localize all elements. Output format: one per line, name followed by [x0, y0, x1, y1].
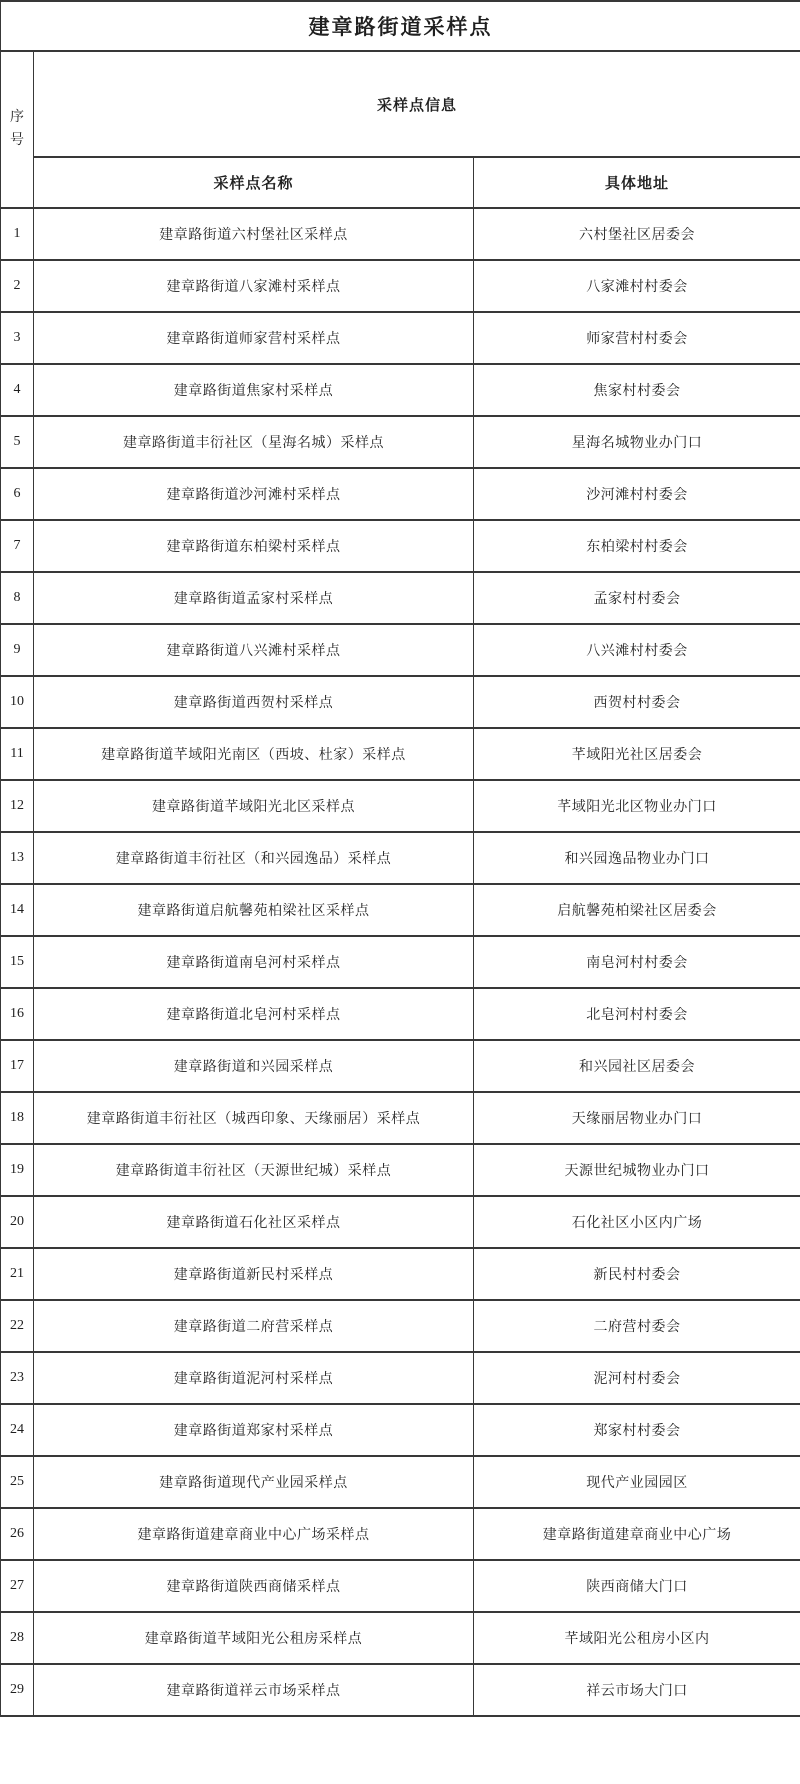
sampling-point-address-cell: 星海名城物业办门口 — [474, 416, 800, 468]
table-row — [1, 832, 800, 884]
sampling-point-address-cell: 新民村村委会 — [474, 1248, 800, 1300]
sampling-point-name-cell: 建章路街道新民村采样点 — [34, 1248, 474, 1300]
row-number-cell: 21 — [1, 1248, 34, 1300]
sampling-point-name-cell: 建章路街道师家营村采样点 — [34, 312, 474, 364]
sampling-point-address-cell: 师家营村村委会 — [474, 312, 800, 364]
table-subheader-row — [1, 157, 800, 208]
sampling-point-name-cell: 建章路街道北皂河村采样点 — [34, 988, 474, 1040]
table-row — [1, 1664, 800, 1716]
table-row — [1, 208, 800, 260]
sampling-point-address-cell: 焦家村村委会 — [474, 364, 800, 416]
sampling-point-name-cell: 建章路街道丰衍社区（和兴园逸品）采样点 — [34, 832, 474, 884]
sampling-point-address-cell: 芊域阳光北区物业办门口 — [474, 780, 800, 832]
sampling-point-name-cell: 建章路街道八兴滩村采样点 — [34, 624, 474, 676]
sampling-point-name-cell: 建章路街道现代产业园采样点 — [34, 1456, 474, 1508]
sampling-point-name-cell: 建章路街道石化社区采样点 — [34, 1196, 474, 1248]
row-number-cell: 9 — [1, 624, 34, 676]
table-row — [1, 728, 800, 780]
row-number-cell: 3 — [1, 312, 34, 364]
sampling-point-address-cell: 芊域阳光社区居委会 — [474, 728, 800, 780]
sampling-point-name-cell: 建章路街道祥云市场采样点 — [34, 1664, 474, 1716]
sampling-point-address-cell: 郑家村村委会 — [474, 1404, 800, 1456]
sampling-point-name-cell: 建章路街道西贺村采样点 — [34, 676, 474, 728]
table-row — [1, 1560, 800, 1612]
sampling-point-address-cell: 天缘丽居物业办门口 — [474, 1092, 800, 1144]
sampling-point-name-cell: 建章路街道焦家村采样点 — [34, 364, 474, 416]
sampling-point-address-cell: 和兴园逸品物业办门口 — [474, 832, 800, 884]
sampling-point-address-cell: 八兴滩村村委会 — [474, 624, 800, 676]
sampling-point-name-cell: 建章路街道丰衍社区（星海名城）采样点 — [34, 416, 474, 468]
sampling-point-address-cell: 泥河村村委会 — [474, 1352, 800, 1404]
serial-number-header — [1, 51, 34, 208]
sampling-point-address-cell: 现代产业园园区 — [474, 1456, 800, 1508]
sampling-point-name-cell: 建章路街道孟家村采样点 — [34, 572, 474, 624]
sampling-point-name-cell: 建章路街道丰衍社区（城西印象、天缘丽居）采样点 — [34, 1092, 474, 1144]
table-row — [1, 1040, 800, 1092]
table-row — [1, 1248, 800, 1300]
sampling-point-address-cell: 启航馨苑柏梁社区居委会 — [474, 884, 800, 936]
row-number-cell: 11 — [1, 728, 34, 780]
row-number-cell: 7 — [1, 520, 34, 572]
sampling-point-name-cell: 建章路街道东柏梁村采样点 — [34, 520, 474, 572]
table-row — [1, 1508, 800, 1560]
sampling-point-address-cell: 石化社区小区内广场 — [474, 1196, 800, 1248]
table-row — [1, 884, 800, 936]
sampling-point-name-cell: 建章路街道和兴园采样点 — [34, 1040, 474, 1092]
sampling-point-address-cell: 芊域阳光公租房小区内 — [474, 1612, 800, 1664]
sampling-point-address-cell: 西贺村村委会 — [474, 676, 800, 728]
table-row — [1, 312, 800, 364]
table-row — [1, 1612, 800, 1664]
row-number-cell: 13 — [1, 832, 34, 884]
row-number-cell: 25 — [1, 1456, 34, 1508]
row-number-cell: 22 — [1, 1300, 34, 1352]
table-row — [1, 1352, 800, 1404]
row-number-cell: 20 — [1, 1196, 34, 1248]
row-number-cell: 27 — [1, 1560, 34, 1612]
sampling-point-name-cell: 建章路街道芊域阳光北区采样点 — [34, 780, 474, 832]
sampling-info-header: 采样点信息 — [34, 51, 800, 157]
table-row — [1, 988, 800, 1040]
sampling-point-address-cell: 祥云市场大门口 — [474, 1664, 800, 1716]
row-number-cell: 26 — [1, 1508, 34, 1560]
row-number-cell: 24 — [1, 1404, 34, 1456]
name-column-header: 采样点名称 — [34, 157, 474, 208]
table-row — [1, 1404, 800, 1456]
sampling-point-name-cell: 建章路街道建章商业中心广场采样点 — [34, 1508, 474, 1560]
row-number-cell: 10 — [1, 676, 34, 728]
sampling-point-name-cell: 建章路街道二府营采样点 — [34, 1300, 474, 1352]
table-row — [1, 676, 800, 728]
table-row — [1, 468, 800, 520]
row-number-cell: 19 — [1, 1144, 34, 1196]
row-number-cell: 5 — [1, 416, 34, 468]
sampling-point-name-cell: 建章路街道丰衍社区（天源世纪城）采样点 — [34, 1144, 474, 1196]
sampling-point-name-cell: 建章路街道芊域阳光南区（西坡、杜家）采样点 — [34, 728, 474, 780]
table-row — [1, 260, 800, 312]
row-number-cell: 14 — [1, 884, 34, 936]
table-row — [1, 1456, 800, 1508]
sampling-point-name-cell: 建章路街道启航馨苑柏梁社区采样点 — [34, 884, 474, 936]
table-row — [1, 520, 800, 572]
table-row — [1, 780, 800, 832]
serial-number-header-label: 序号 — [9, 110, 24, 148]
sampling-point-address-cell: 东柏梁村村委会 — [474, 520, 800, 572]
sampling-point-name-cell: 建章路街道泥河村采样点 — [34, 1352, 474, 1404]
sampling-point-name-cell: 建章路街道沙河滩村采样点 — [34, 468, 474, 520]
row-number-cell: 15 — [1, 936, 34, 988]
row-number-cell: 17 — [1, 1040, 34, 1092]
table-row — [1, 364, 800, 416]
table-row — [1, 1300, 800, 1352]
row-number-cell: 29 — [1, 1664, 34, 1716]
row-number-cell: 16 — [1, 988, 34, 1040]
table-row — [1, 1144, 800, 1196]
table-row — [1, 416, 800, 468]
table-row — [1, 936, 800, 988]
table-title: 建章路街道采样点 — [1, 1, 800, 51]
table-row — [1, 572, 800, 624]
sampling-table-body — [1, 1, 800, 1716]
row-number-cell: 23 — [1, 1352, 34, 1404]
row-number-cell: 1 — [1, 208, 34, 260]
sampling-point-address-cell: 和兴园社区居委会 — [474, 1040, 800, 1092]
table-header-row — [1, 51, 800, 157]
sampling-point-address-cell: 二府营村委会 — [474, 1300, 800, 1352]
table-row — [1, 624, 800, 676]
sampling-point-address-cell: 北皂河村村委会 — [474, 988, 800, 1040]
row-number-cell: 28 — [1, 1612, 34, 1664]
sampling-point-address-cell: 孟家村村委会 — [474, 572, 800, 624]
sampling-point-address-cell: 八家滩村村委会 — [474, 260, 800, 312]
row-number-cell: 18 — [1, 1092, 34, 1144]
sampling-point-name-cell: 建章路街道陕西商储采样点 — [34, 1560, 474, 1612]
sampling-point-name-cell: 建章路街道郑家村采样点 — [34, 1404, 474, 1456]
table-title-row — [1, 1, 800, 51]
sampling-point-address-cell: 陕西商储大门口 — [474, 1560, 800, 1612]
row-number-cell: 6 — [1, 468, 34, 520]
sampling-point-address-cell: 天源世纪城物业办门口 — [474, 1144, 800, 1196]
row-number-cell: 4 — [1, 364, 34, 416]
table-row — [1, 1092, 800, 1144]
sampling-point-address-cell: 建章路街道建章商业中心广场 — [474, 1508, 800, 1560]
row-number-cell: 8 — [1, 572, 34, 624]
table-row — [1, 1196, 800, 1248]
row-number-cell: 2 — [1, 260, 34, 312]
sampling-point-name-cell: 建章路街道八家滩村采样点 — [34, 260, 474, 312]
sampling-point-name-cell: 建章路街道六村堡社区采样点 — [34, 208, 474, 260]
sampling-point-address-cell: 南皂河村村委会 — [474, 936, 800, 988]
sampling-point-address-cell: 六村堡社区居委会 — [474, 208, 800, 260]
sampling-point-address-cell: 沙河滩村村委会 — [474, 468, 800, 520]
address-column-header: 具体地址 — [474, 157, 800, 208]
row-number-cell: 12 — [1, 780, 34, 832]
sampling-point-name-cell: 建章路街道南皂河村采样点 — [34, 936, 474, 988]
sampling-point-name-cell: 建章路街道芊域阳光公租房采样点 — [34, 1612, 474, 1664]
